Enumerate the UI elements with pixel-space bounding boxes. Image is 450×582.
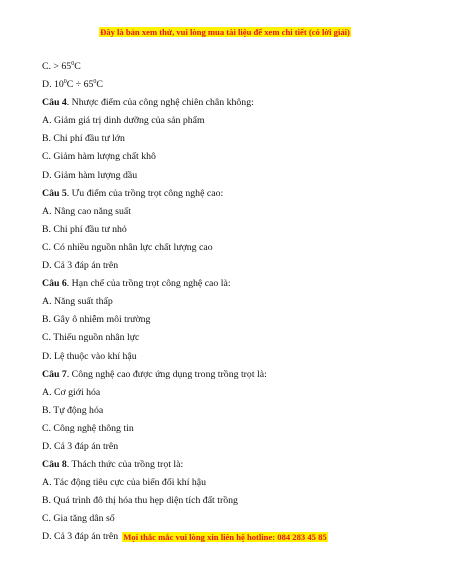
- question-line: [42, 366, 432, 384]
- option-text: B. Quá trình đô thị hóa thu hẹp diện tích đất trồng: [42, 495, 238, 507]
- question-text: . Thách thức của trồng trọt là:: [66, 459, 184, 471]
- option-text: C. Công nghệ thông tin: [42, 422, 134, 434]
- answer-option: [42, 167, 432, 185]
- answer-option: [42, 420, 432, 438]
- superscript: 0: [93, 79, 97, 86]
- option-text: D. Cả 3 đáp án trên: [42, 531, 119, 543]
- superscript: 0: [71, 61, 75, 67]
- question-line: [42, 456, 432, 474]
- answer-option: [42, 130, 432, 148]
- option-text: B. Chi phí đầu tư nhỏ: [42, 223, 127, 235]
- option-text: C ÷ 65: [66, 79, 94, 91]
- option-text: C. Thiếu nguồn nhân lực: [42, 332, 140, 344]
- option-text: C. > 65: [42, 61, 72, 72]
- answer-option: [42, 76, 432, 94]
- option-text: A. Nâng cao năng suất: [42, 205, 131, 217]
- option-text: D. Cả 3 đáp án trên: [42, 260, 119, 272]
- hotline-banner-text: Mọi thắc mắc vui lòng xin liên hệ hotline: 084 283 45 85: [123, 532, 327, 542]
- answer-option: [42, 293, 432, 311]
- question-number: Câu 7: [42, 368, 67, 380]
- option-text: C: [96, 79, 103, 91]
- option-text: C: [74, 61, 81, 72]
- answer-option: [42, 384, 432, 402]
- option-text: B. Tự động hóa: [42, 404, 104, 416]
- option-text: D. 10: [42, 79, 64, 91]
- option-text: A. Cơ giới hóa: [42, 386, 101, 398]
- answer-option: [42, 474, 432, 492]
- preview-banner: [0, 27, 450, 37]
- question-text: . Công nghệ cao được ứng dụng trong trồng trọt là:: [66, 368, 267, 380]
- question-text: . Nhược điểm của công nghệ chiên chân không:: [66, 97, 254, 109]
- question-line: [42, 275, 432, 293]
- question-number: Câu 5: [42, 187, 67, 199]
- option-text: B. Gây ô nhiễm môi trường: [42, 314, 151, 326]
- answer-option: [42, 58, 432, 76]
- question-text: . Ưu điểm của trồng trọt công nghệ cao:: [66, 187, 224, 199]
- option-text: C. Giảm hàm lượng chất khô: [42, 151, 156, 163]
- answer-option: [42, 510, 432, 528]
- option-text: D. Giảm hàm lượng dầu: [42, 169, 138, 181]
- question-text: . Hạn chế của trồng trọt công nghệ cao là:: [66, 278, 231, 290]
- question-line: [42, 94, 432, 112]
- question-number: Câu 4: [42, 97, 67, 109]
- option-text: A. Giảm giá trị dinh dưỡng của sản phẩm: [42, 115, 205, 127]
- answer-option: [42, 438, 432, 456]
- question-list: [42, 58, 432, 547]
- option-text: B. Chi phí đầu tư lớn: [42, 133, 125, 145]
- superscript: 0: [63, 79, 67, 86]
- option-text: C. Gia tăng dân số: [42, 513, 115, 525]
- answer-option: [42, 148, 432, 166]
- answer-option: [42, 112, 432, 130]
- option-text: D. Lệ thuộc vào khí hậu: [42, 350, 137, 362]
- option-text: A. Năng suất thấp: [42, 296, 113, 308]
- answer-option: [42, 402, 432, 420]
- answer-option: [42, 221, 432, 239]
- answer-option: [42, 311, 432, 329]
- question-number: Câu 8: [42, 459, 67, 471]
- preview-banner-text: Đây là bản xem thử, vui lòng mua tài liệu để xem chi tiết (có lời giải): [100, 27, 350, 37]
- answer-option: [42, 329, 432, 347]
- question-line: [42, 185, 432, 203]
- answer-option: [42, 348, 432, 366]
- option-text: A. Tác động tiêu cực của biến đổi khí hậu: [42, 477, 207, 489]
- answer-option: [42, 492, 432, 510]
- question-number: Câu 6: [42, 278, 67, 290]
- answer-option: [42, 203, 432, 221]
- option-text: C. Có nhiều nguồn nhân lực chất lượng cao: [42, 241, 213, 253]
- answer-option: [42, 239, 432, 257]
- answer-option: [42, 257, 432, 275]
- hotline-banner: [0, 532, 450, 542]
- option-text: D. Cả 3 đáp án trên: [42, 440, 119, 452]
